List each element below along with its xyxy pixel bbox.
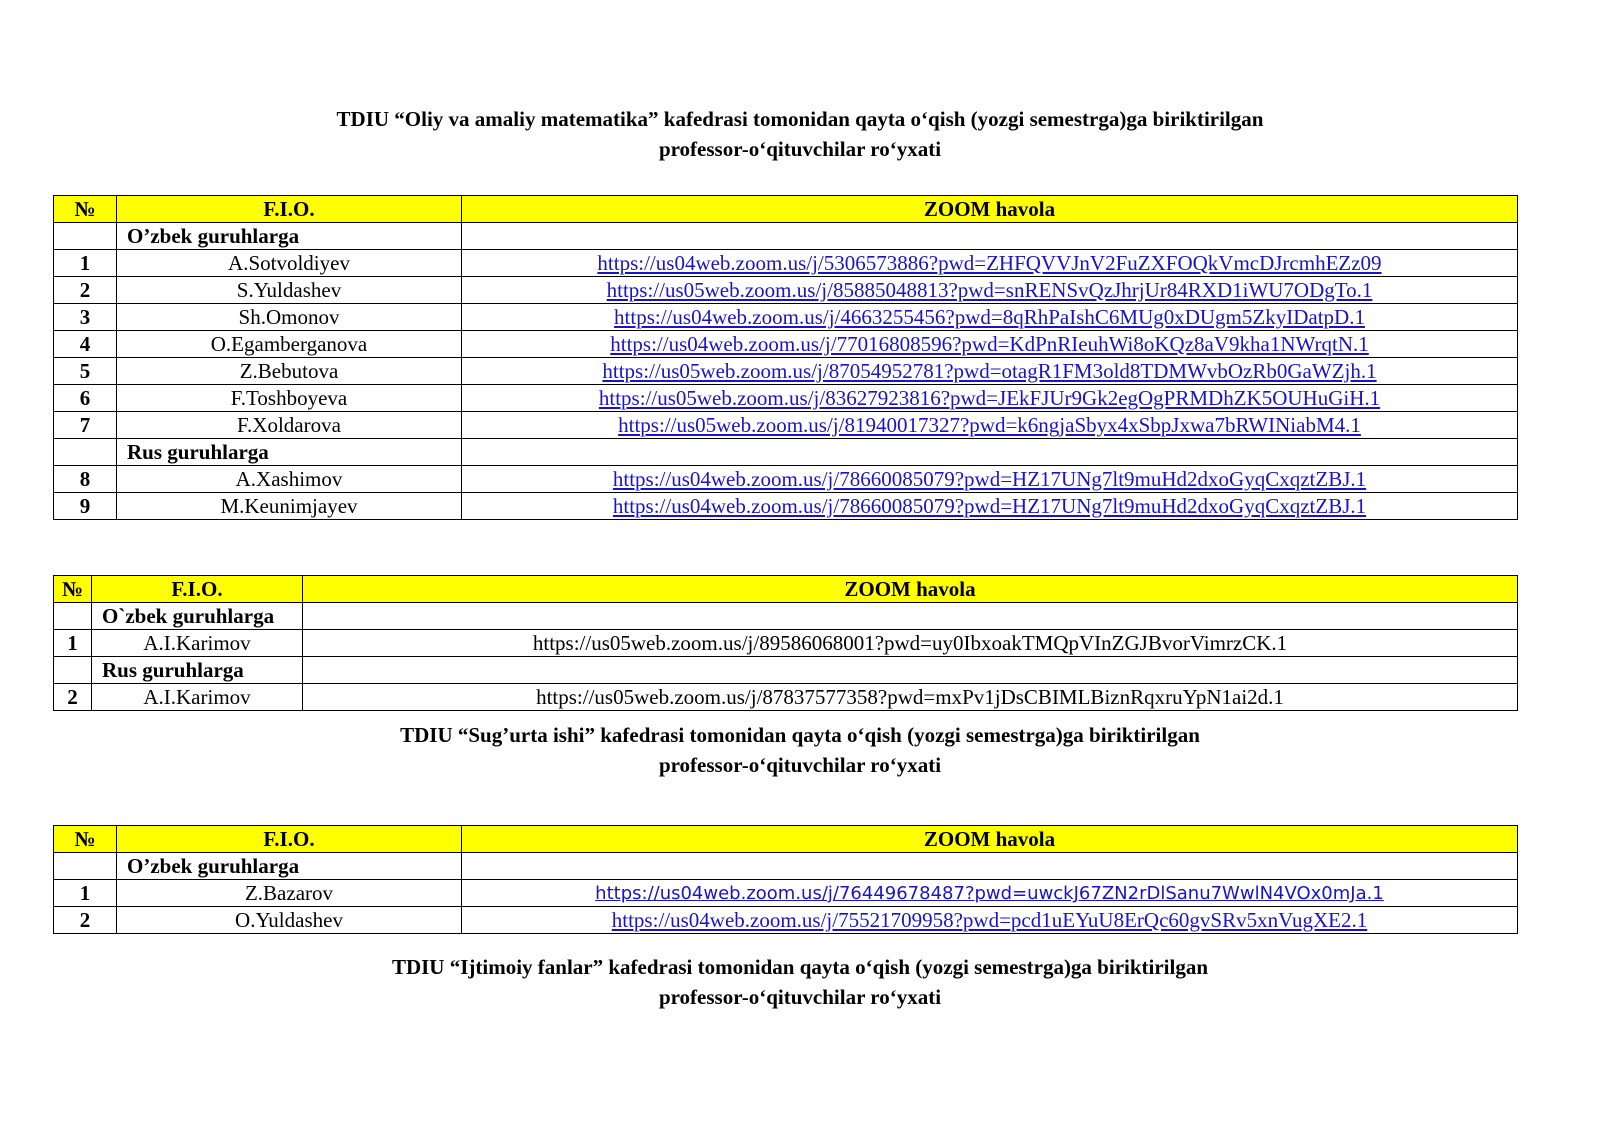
department-heading-social	[0, 952, 1600, 1012]
row-number: 2	[54, 907, 117, 934]
group-row-uzbek	[54, 853, 1518, 880]
row-number: 1	[54, 630, 92, 657]
table-row	[54, 304, 1518, 331]
zoom-table-insurance	[53, 825, 1518, 934]
table-row	[54, 385, 1518, 412]
fio-column-header: F.I.O.	[117, 826, 462, 853]
table-row	[54, 630, 1518, 657]
teacher-name: A.I.Karimov	[92, 684, 303, 711]
teacher-name: F.Toshboyeva	[117, 385, 462, 412]
group-row-russian	[54, 657, 1518, 684]
row-number: 6	[54, 385, 117, 412]
teacher-name: Z.Bazarov	[117, 880, 462, 907]
zoom-column-header: ZOOM havola	[303, 576, 1518, 603]
table-row	[54, 493, 1518, 520]
table-row	[54, 250, 1518, 277]
row-number: 2	[54, 277, 117, 304]
fio-column-header: F.I.O.	[92, 576, 303, 603]
zoom-link[interactable]: https://us04web.zoom.us/j/5306573886?pwd=ZHFQVVJnV2FuZXFOQkVmcDJrcmhEZz09	[597, 250, 1382, 275]
group-row-russian	[54, 439, 1518, 466]
zoom-table-math	[53, 195, 1518, 520]
zoom-link[interactable]: https://us04web.zoom.us/j/78660085079?pwd=HZ17UNg7lt9muHd2dxoGyqCxqztZBJ.1	[612, 493, 1367, 518]
zoom-link[interactable]: https://us04web.zoom.us/j/78660085079?pwd=HZ17UNg7lt9muHd2dxoGyqCxqztZBJ.1	[612, 466, 1367, 491]
fio-column-header: F.I.O.	[117, 196, 462, 223]
row-number: 8	[54, 466, 117, 493]
teacher-name: M.Keunimjayev	[117, 493, 462, 520]
table-row	[54, 907, 1518, 934]
zoom-link[interactable]: https://us05web.zoom.us/j/85885048813?pwd=snRENSvQzJhrjUr84RXD1iWU7ODgTo.1	[606, 277, 1373, 302]
table-row	[54, 277, 1518, 304]
table-row	[54, 412, 1518, 439]
table-row	[54, 331, 1518, 358]
department-heading-insurance	[0, 720, 1600, 780]
teacher-name: A.Sotvoldiyev	[117, 250, 462, 277]
teacher-name: O.Egamberganova	[117, 331, 462, 358]
heading-line-1: TDIU “Oliy va amaliy matematika” kafedrasi tomonidan qayta o‘qish (yozgi semestrga)ga biriktirilgan	[336, 107, 1264, 131]
teacher-name: Z.Bebutova	[117, 358, 462, 385]
zoom-table-second	[53, 575, 1518, 711]
zoom-link[interactable]: https://us05web.zoom.us/j/87054952781?pwd=otagR1FM3old8TDMWvbOzRb0GaWZjh.1	[602, 358, 1377, 383]
group-label-uzbek: O’zbek guruhlarga	[117, 223, 462, 250]
zoom-column-header: ZOOM havola	[462, 196, 1518, 223]
row-number: 3	[54, 304, 117, 331]
number-column-header: №	[54, 196, 117, 223]
heading-line-2: professor-o‘qituvchilar ro‘yxati	[658, 753, 942, 777]
teacher-name: A.Xashimov	[117, 466, 462, 493]
row-number: 1	[54, 250, 117, 277]
zoom-link[interactable]: https://us04web.zoom.us/j/77016808596?pwd=KdPnRIeuhWi8oKQz8aV9kha1NWrqtN.1	[610, 331, 1369, 356]
row-number: 1	[54, 880, 117, 907]
row-number: 5	[54, 358, 117, 385]
teacher-name: A.I.Karimov	[92, 630, 303, 657]
row-number: 9	[54, 493, 117, 520]
group-row-uzbek	[54, 603, 1518, 630]
heading-line-2: professor-o‘qituvchilar ro‘yxati	[658, 985, 942, 1009]
table-row	[54, 684, 1518, 711]
zoom-link[interactable]: https://us04web.zoom.us/j/75521709958?pwd=pcd1uEYuU8ErQc60gvSRv5xnVugXE2.1	[611, 907, 1368, 932]
heading-line-2: professor-o‘qituvchilar ro‘yxati	[658, 137, 942, 161]
table-row	[54, 358, 1518, 385]
zoom-link[interactable]: https://us04web.zoom.us/j/76449678487?pwd=uwckJ67ZN2rDlSanu7WwlN4VOx0mJa.1	[595, 883, 1384, 904]
heading-line-1: TDIU “Ijtimoiy fanlar” kafedrasi tomonidan qayta o‘qish (yozgi semestrga)ga biriktirilgan	[391, 955, 1209, 979]
number-column-header: №	[54, 576, 92, 603]
row-number: 2	[54, 684, 92, 711]
group-label-uzbek: O’zbek guruhlarga	[117, 853, 462, 880]
heading-line-1: TDIU “Sug’urta ishi” kafedrasi tomonidan qayta o‘qish (yozgi semestrga)ga biriktirilgan	[400, 723, 1200, 747]
group-label-uzbek: O`zbek guruhlarga	[92, 603, 303, 630]
teacher-name: S.Yuldashev	[117, 277, 462, 304]
zoom-column-header: ZOOM havola	[462, 826, 1518, 853]
teacher-name: F.Xoldarova	[117, 412, 462, 439]
table-header-row	[54, 196, 1518, 223]
teacher-name: O.Yuldashev	[117, 907, 462, 934]
table-row	[54, 466, 1518, 493]
row-number: 7	[54, 412, 117, 439]
table-row	[54, 880, 1518, 907]
zoom-link[interactable]: https://us05web.zoom.us/j/81940017327?pwd=k6ngjaSbyx4xSbpJxwa7bRWINiabM4.1	[618, 412, 1361, 437]
teacher-name: Sh.Omonov	[117, 304, 462, 331]
zoom-link-text: https://us05web.zoom.us/j/87837577358?pwd=mxPv1jDsCBIMLBiznRqxruYpN1ai2d.1	[536, 684, 1284, 709]
zoom-link-text: https://us05web.zoom.us/j/89586068001?pwd=uy0IbxoakTMQpVInZGJBvorVimrzCK.1	[532, 630, 1288, 655]
zoom-link[interactable]: https://us04web.zoom.us/j/4663255456?pwd=8qRhPaIshC6MUg0xDUgm5ZkyIDatpD.1	[614, 304, 1365, 329]
group-row-uzbek	[54, 223, 1518, 250]
group-label-russian: Rus guruhlarga	[92, 657, 303, 684]
row-number: 4	[54, 331, 117, 358]
zoom-link[interactable]: https://us05web.zoom.us/j/83627923816?pwd=JEkFJUr9Gk2egOgPRMDhZK5OUHuGiH.1	[598, 385, 1381, 410]
table-header-row	[54, 826, 1518, 853]
group-label-russian: Rus guruhlarga	[117, 439, 462, 466]
department-heading-math	[0, 104, 1600, 164]
number-column-header: №	[54, 826, 117, 853]
table-header-row	[54, 576, 1518, 603]
